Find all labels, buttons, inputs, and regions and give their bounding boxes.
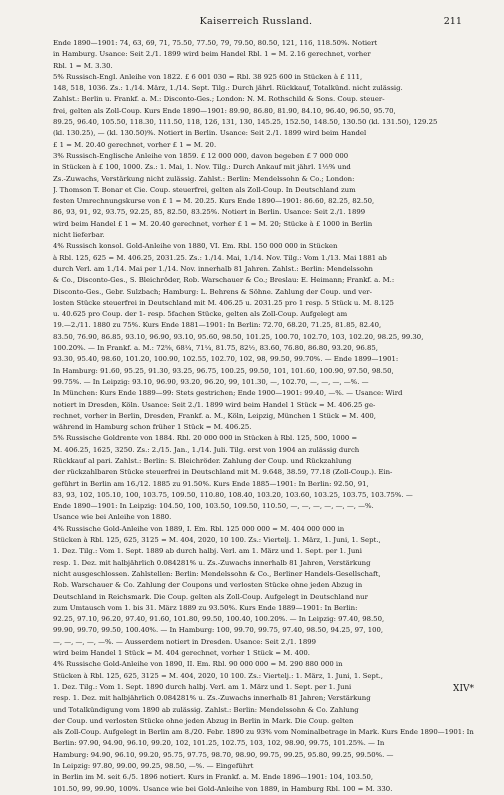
text-line: in Hamburg. Usance: Seit 2./1. 1899 wird beim Handel Rbl. 1 = M. 2.16 gerechnet, vorher <box>53 50 371 59</box>
text-line: u. 40.625 pro Coup. der 1- resp. 5fachen Stücke, gelten als Zoll-Coup. Aufgelegt am <box>53 310 348 319</box>
text-line: resp. 1. Dez. mit halbjährlich 0.084281% u. Zs.-Zuwachs innerhalb 81 Jahren, Verstärkung <box>53 558 371 567</box>
text-line: 148, 518, 1036. Zs.: 1./14. März, 1./14. Sept. Tilg.: Durch jährl. Rückkauf, Totalkünd. nicht zulässig. <box>53 84 403 93</box>
text-line: 1. Dez. Tilg.: Vom 1. Sept. 1890 durch halbj. Verl. am 1. März und 1. Sept. per 1. Juni <box>53 682 352 691</box>
text-line: Zs.-Zuwachs, Verstärkung nicht zulässig. Zahlst.: Berlin: Mendelssohn & Co.; London: <box>53 174 355 183</box>
text-line: 4% Russische Gold-Anleihe von 1889, I. Em. Rbl. 125 000 000 = M. 404 000 000 in <box>53 524 345 533</box>
signature-mark: XIV* <box>453 684 474 694</box>
text-line: In München: Kurs Ende 1889—99: Stets gestrichen; Ende 1900—1901: 99.40, —%. — Usance: Wird <box>53 389 403 398</box>
text-line: Stücken à Rbl. 125, 625, 3125 = M. 404, 2020, 10 100. Zs.: Viertelj.: 1. März, 1. Juni, 1. Sept., <box>53 671 383 680</box>
text-line: Rob. Warschauer & Co. Zahlung der Coupons und verlosten Stücke ohne jeden Abzug in <box>53 581 363 590</box>
text-line: in Berlin im M. seit 6./5. 1896 notiert. Kurs in Frankf. a. M. Ende 1896—1901: 104, 103.50, <box>53 773 374 782</box>
page-number: 211 <box>443 16 462 27</box>
text-line: 92.25, 97.10, 96.20, 97.40, 91.60, 101.80, 99.50, 100.40, 100.20%. — In Leipzig: 97.40, 98.50, <box>53 615 385 624</box>
text-line: wird beim Handel £ 1 = M. 20.40 gerechnet, vorher £ 1 = M. 20; Stücke à £ 1000 in Berlin <box>53 219 373 228</box>
text-line: nicht ausgeschlossen. Zahlstellen: Berlin: Mendelssohn & Co., Berliner Handels-Gesellschaft, <box>53 569 381 578</box>
text-line: Berlin: 97.90, 94.90, 96.10, 99.20, 102, 101.25, 102.75, 103, 102, 98.90, 99.75, 101.25%. — In <box>53 739 385 748</box>
text-line: 93.30, 95.40, 98.60, 101.20, 100.90, 102.55, 102.70, 102, 98, 99.50, 99.70%. — Ende 1899—1901: <box>53 355 399 364</box>
text-line: in Stücken à £ 100, 1000. Zs.: 1. Mai, 1. Nov. Tilg.: Durch Ankauf mit jährl. 1½% und <box>53 163 351 172</box>
text-line: In Leipzig: 97.80, 99.00, 99.25, 98.50, —%. — Eingeführt <box>53 762 254 770</box>
text-line: Rbl. 1 = M. 3.30. <box>53 61 113 70</box>
text-line: 99.75%. — In Leipzig: 93.10, 96.90, 93.20, 96.20, 99, 101.30, —, 102.70, —, —, —, —%. — <box>53 377 369 386</box>
text-line: Hamburg: 94.90, 96.10, 99.20, 95.75, 97.75, 98.70, 98.90, 99.75, 99.25, 95.80, 99.25, 99.50%. — <box>53 750 394 759</box>
text-line: resp. 1. Dez. mit halbjährlich 0.084281% u. Zs.-Zuwachs innerhalb 81 Jahren; Verstärkung <box>53 694 371 703</box>
text-line: M. 406.25, 1625, 3250. Zs.: 2./15. Jan., 1./14. Juli. Tilg. erst von 1904 an zulässig durch <box>53 445 360 454</box>
text-line: 4% Russische Gold-Anleihe von 1890, II. Em. Rbl. 90 000 000 = M. 290 880 000 in <box>53 660 343 669</box>
text-line: Disconto-Ges., Gebr. Sulzbach; Hamburg: L. Behrens & Söhne. Zahlung der Coup. und ver- <box>53 287 372 296</box>
text-line: 86, 93, 91, 92, 93.75, 92.25, 85, 82.50, 83.25%. Notiert in Berlin. Usance: Seit 2./1. 1899 <box>53 208 366 217</box>
text-line: notiert in Dresden, Köln. Usance: Seit 2./1. 1899 wird beim Handel 1 Stück = M. 406.25 ge- <box>53 400 376 409</box>
text-line: £ 1 = M. 20.40 gerechnet, vorher £ 1 = M. 20. <box>53 140 217 149</box>
text-line: & Co., Disconto-Ges., S. Bleichröder, Rob. Warschauer & Co.; Breslau: E. Heimann; Frankf. a. M.: <box>53 276 395 285</box>
text-line: 5% Russisch-Engl. Anleihe von 1822. £ 6 001 030 = Rbl. 38 925 600 in Stücken à £ 111, <box>53 72 363 81</box>
text-line: rechnet, vorher in Berlin, Dresden, Frankf. a. M., Köln, Leipzig, München 1 Stück = M. 400, <box>53 411 376 420</box>
text-line: 101.50, 99, 99.90, 100%. Usance wie bei Gold-Anleihe von 1889, in Hamburg Rbl. 100 = M. 330. <box>53 784 393 793</box>
text-line: 19.—2./11. 1880 zu 75%. Kurs Ende 1881—1901: In Berlin: 72.70, 68.20, 71.25, 81.85, 82.40, <box>53 321 382 330</box>
text-line: (kl. 130.25), — (kl. 130.50)%. Notiert in Berlin. Usance: Seit 2./1. 1899 wird beim Handel <box>53 129 367 138</box>
text-line: Deutschland in Reichsmark. Die Coup. gelten als Zoll-Coup. Aufgelegt in Deutschland nur <box>53 592 368 601</box>
text-line: —, —, —, —, —%. — Ausserdem notiert in Dresden. Usance: Seit 2./1. 1899 <box>53 637 317 646</box>
text-line: 89.25, 96.40, 105.50, 118.30, 111.50, 118, 126, 131, 130, 145.25, 152.50, 148.50, 130.50 (kl. 131.50), 129.25 <box>53 118 438 127</box>
text-line: frei, gelten als Zoll-Coup. Kurs Ende 1890—1901: 89.90, 86.80, 81.90, 84.10, 96.40, 96.50, 95.70, <box>53 106 396 115</box>
text-line: 3% Russisch-Englische Anleihe von 1859. £ 12 000 000, davon begeben £ 7 000 000 <box>53 151 349 160</box>
text-line: nicht lieferbar. <box>53 231 105 240</box>
text-line: und Totalkündigung vom 1890 ab zulässig. Zahlst.: Berlin: Mendelssohn & Co. Zahlung <box>53 705 359 714</box>
body-text <box>53 38 499 795</box>
text-line: 99.90, 99.70, 99.50, 100.40%. — In Hamburg: 100, 99.70, 99.75, 97.40, 98.50, 94.25, 97, 100, <box>53 626 384 635</box>
text-line: geführt in Berlin am 16./12. 1885 zu 91.50%. Kurs Ende 1885—1901: In Berlin: 92.50, 91, <box>53 479 369 488</box>
text-line: festen Umrechnungskurse von £ 1 = M. 20.25. Kurs Ende 1890—1901: 86.60, 82.25, 82.50, <box>53 197 375 206</box>
text-line: als Zoll-Coup. Aufgelegt in Berlin am 8./20. Febr. 1890 zu 93% vom Nominalbetrage in Mark. Kurs Ende 1890—1901: In <box>53 728 474 737</box>
text-line: der rückzahlbaren Stücke steuerfrei in Deutschland mit M. 9.648, 38.59, 77.18 (Zoll-Coup.). Ein- <box>53 468 393 477</box>
text-line: 4% Russisch konsol. Gold-Anleihe von 1880, VI. Em. Rbl. 150 000 000 in Stücken <box>53 242 338 251</box>
text-line: wird beim Handel 1 Stück = M. 404 gerechnet, vorher 1 Stück = M. 400. <box>53 649 310 658</box>
text-line: J. Thomson T. Bonar et Cie. Coup. steuerfrei, gelten als Zoll-Coup. In Deutschland zum <box>53 185 356 194</box>
text-line: Usance wie bei Anleihe von 1880. <box>53 513 172 522</box>
text-line: 83.50, 76.90, 86.85, 93.10, 96.90, 93.10, 95.60, 98.50, 101.25, 100.70, 102.70, 103, 102.20, 98.25, 99.30, <box>53 332 424 341</box>
text-line: 5% Russische Goldrente von 1884. Rbl. 20 000 000 in Stücken à Rbl. 125, 500, 1000 = <box>53 434 358 443</box>
text-line: à Rbl. 125, 625 = M. 406.25, 2031.25. Zs.: 1./14. Mai, 1./14. Nov. Tilg.: Vom 1./13. Mai 1881 ab <box>53 253 387 262</box>
text-line: Rückkauf al pari. Zahlst.: Berlin: S. Bleichröder. Zahlung der Coup. und Rückzahlung <box>53 456 352 465</box>
text-line: zum Umtausch vom 1. bis 31. März 1889 zu 93.50%. Kurs Ende 1889—1901: In Berlin: <box>53 603 358 612</box>
page-header <box>50 16 462 30</box>
text-line: während in Hamburg schon früher 1 Stück = M. 406.25. <box>53 423 252 432</box>
text-line: Ende 1890—1901: In Leipzig: 104.50, 100, 103.50, 109.50, 110.50, —, —, —, —, —, —, —%. <box>53 502 374 511</box>
text-line: In Hamburg: 91.60, 95.25, 91.30, 93.25, 96.75, 100.25, 99.50, 101, 101.60, 100.90, 97.50, 98.50, <box>53 366 394 375</box>
text-line: Zahlst.: Berlin u. Frankf. a. M.: Disconto-Ges.; London: N. M. Rothschild & Sons. Coup. steuer- <box>53 95 385 104</box>
text-line: der Coup. und verlosten Stücke ohne jeden Abzug in Berlin in Mark. Die Coup. gelten <box>53 716 354 725</box>
text-line: 83, 93, 102, 105.10, 100, 103.75, 109.50, 110.80, 108.40, 103.20, 103.60, 103.25, 103.75, 103.75%. — <box>53 490 413 499</box>
running-head: Kaiserreich Russland. <box>199 16 313 27</box>
text-line: durch Verl. am 1./14. Mai per 1./14. Nov. innerhalb 81 Jahren. Zahlst.: Berlin: Mendelssohn <box>53 264 373 273</box>
text-line: Stücken à Rbl. 125, 625, 3125 = M. 404, 2020, 10 100. Zs.: Viertelj. 1. März, 1. Juni, 1. Sept., <box>53 536 381 545</box>
text-line: Ende 1890—1901: 74, 63, 69, 71, 75.50, 77.50, 79, 79.50, 80.50, 121, 116, 118.50%. Notiert <box>53 39 378 47</box>
text-line: losten Stücke steuerfrei in Deutschland mit M. 406.25 u. 2031.25 pro 1 resp. 5 Stück u. M. 8.125 <box>53 298 394 307</box>
text-line: 1. Dez. Tilg.: Vom 1. Sept. 1889 ab durch halbj. Verl. am 1. März und 1. Sept. per 1. Juni <box>53 547 362 556</box>
text-line: 100.20%. — In Frankf. a. M.: 72⅝, 68¼, 71¼, 81.75, 82½, 83.60, 76.80, 86.80, 93.20, 96.85, <box>53 344 378 353</box>
